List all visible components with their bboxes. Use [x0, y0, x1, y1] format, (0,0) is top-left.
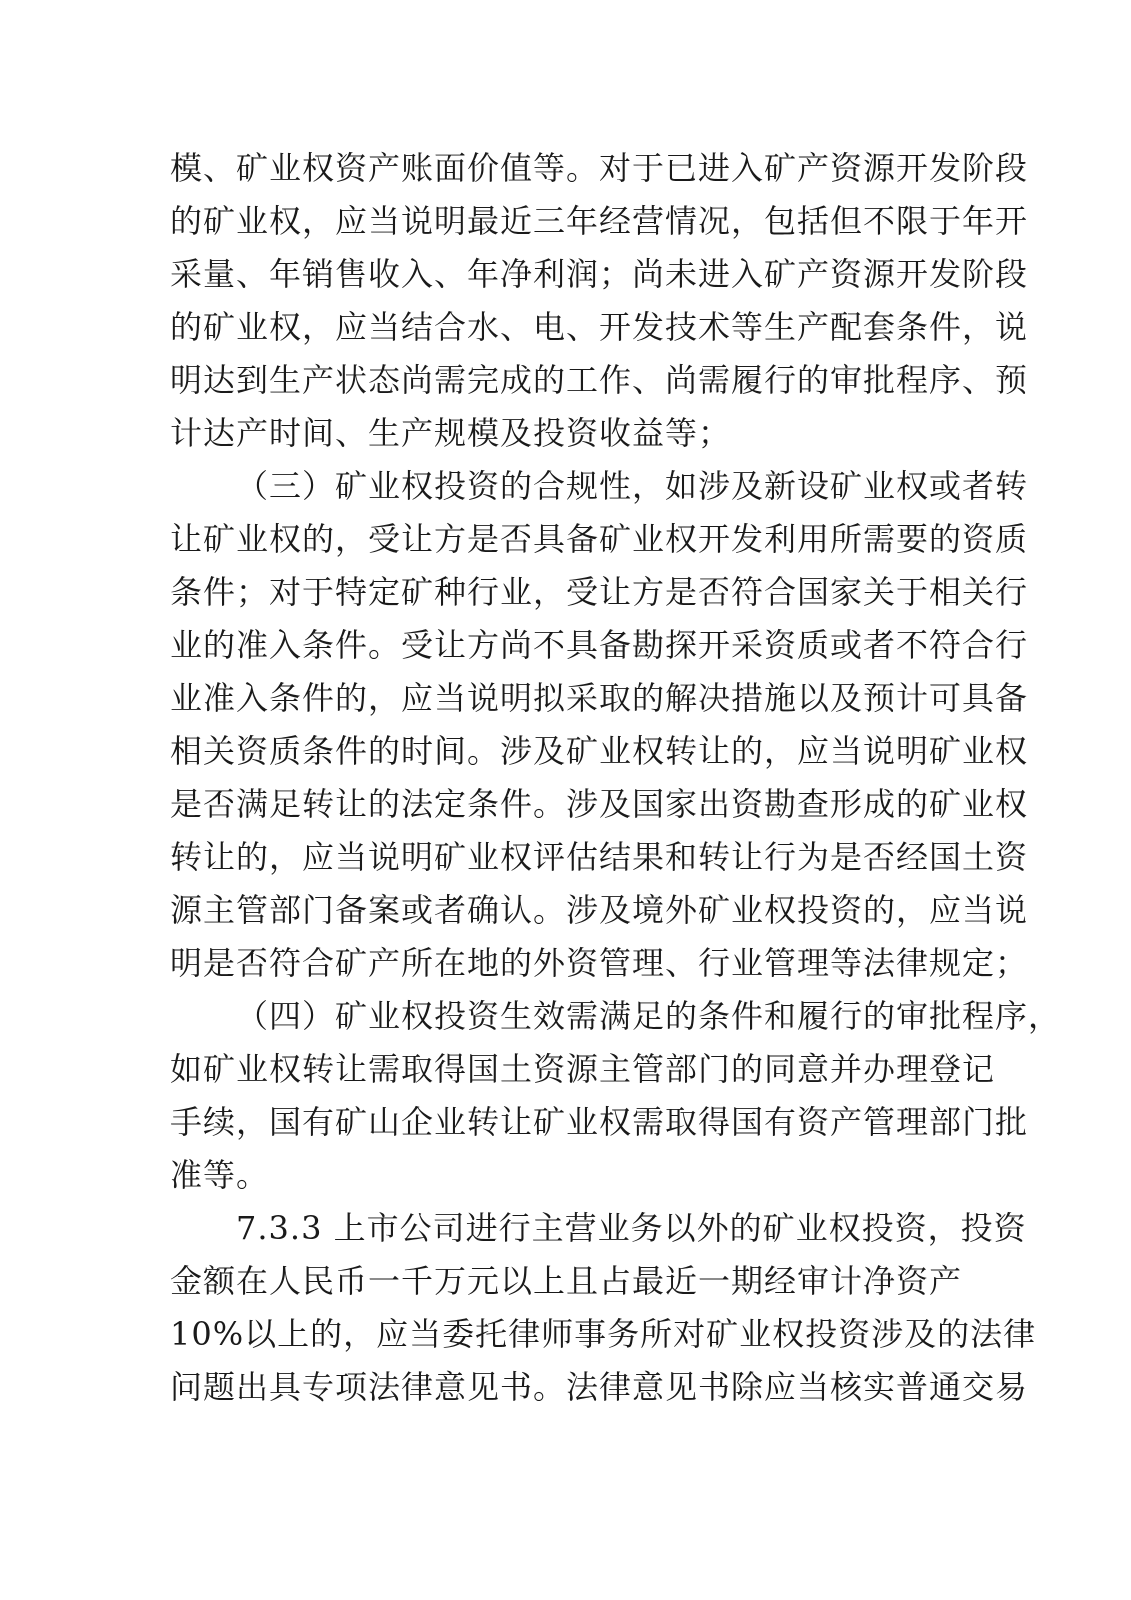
text-line: 转让的，应当说明矿业权评估结果和转让行为是否经国土资: [170, 838, 1029, 876]
text-line: 条件；对于特定矿种行业，受让方是否符合国家关于相关行: [170, 573, 1029, 611]
text-line: 的矿业权，应当结合水、电、开发技术等生产配套条件，说: [170, 308, 1029, 346]
text-line: 业准入条件的，应当说明拟采取的解决措施以及预计可具备: [170, 679, 1029, 717]
text-line: 采量、年销售收入、年净利润；尚未进入矿产资源开发阶段: [170, 255, 1029, 293]
text-line: 手续，国有矿山企业转让矿业权需取得国有资产管理部门批: [170, 1103, 1029, 1141]
text-line: 业的准入条件。受让方尚不具备勘探开采资质或者不符合行: [170, 626, 1029, 664]
text-line: 计达产时间、生产规模及投资收益等；: [170, 414, 732, 452]
text-line: 模、矿业权资产账面价值等。对于已进入矿产资源开发阶段: [170, 149, 1029, 187]
text-line: 让矿业权的，受让方是否具备矿业权开发利用所需要的资质: [170, 520, 1029, 558]
text-line: 10%以上的，应当委托律师事务所对矿业权投资涉及的法律: [170, 1315, 1037, 1353]
text-line: 准等。: [170, 1156, 270, 1194]
text-line: 问题出具专项法律意见书。法律意见书除应当核实普通交易: [170, 1368, 1029, 1406]
text-line: 的矿业权，应当说明最近三年经营情况，包括但不限于年开: [170, 202, 1029, 240]
text-line: （四）矿业权投资生效需满足的条件和履行的审批程序，: [236, 997, 1062, 1035]
body-text: [170, 142, 1062, 1414]
text-line: 如矿业权转让需取得国土资源主管部门的同意并办理登记: [170, 1050, 996, 1088]
text-line: 是否满足转让的法定条件。涉及国家出资勘查形成的矿业权: [170, 785, 1029, 823]
text-line: 源主管部门备案或者确认。涉及境外矿业权投资的，应当说: [170, 891, 1029, 929]
text-line: 明达到生产状态尚需完成的工作、尚需履行的审批程序、预: [170, 361, 1029, 399]
text-line: 金额在人民币一千万元以上且占最近一期经审计净资产: [170, 1262, 963, 1300]
text-line: 明是否符合矿产所在地的外资管理、行业管理等法律规定；: [170, 944, 1029, 982]
text-line: 7.3.3 上市公司进行主营业务以外的矿业权投资，投资: [236, 1209, 1027, 1247]
text-line: （三）矿业权投资的合规性，如涉及新设矿业权或者转: [236, 467, 1029, 505]
text-line: 相关资质条件的时间。涉及矿业权转让的，应当说明矿业权: [170, 732, 1029, 770]
